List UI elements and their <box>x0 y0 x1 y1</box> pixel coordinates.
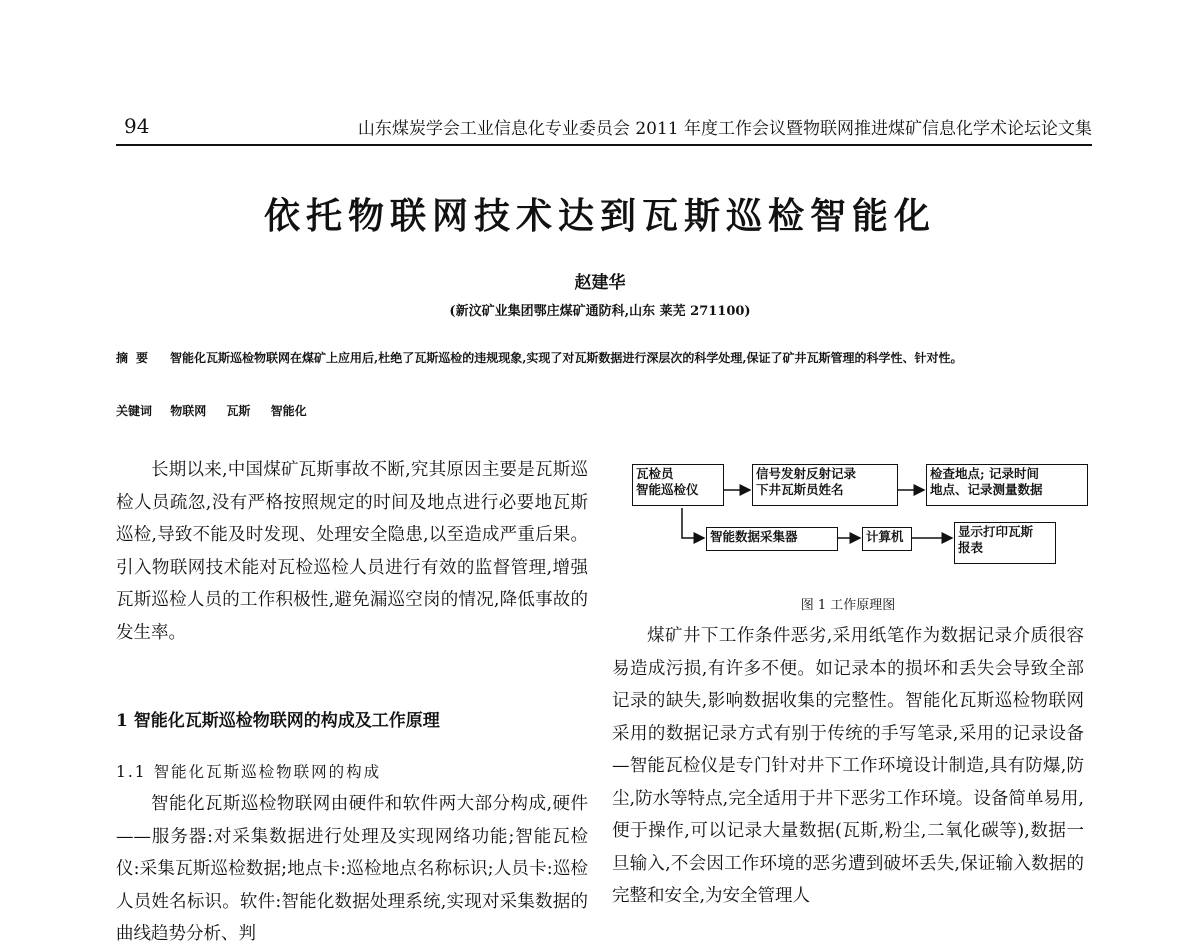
figure-caption: 图 1 工作原理图 <box>800 598 896 613</box>
box-text: 下井瓦斯员姓名 <box>756 482 844 497</box>
working-principle-diagram <box>620 452 1100 582</box>
report-box <box>954 522 1056 564</box>
box-text: 智能数据采集器 <box>710 529 798 544</box>
components-paragraph: 智能化瓦斯巡检物联网由硬件和软件两大部分构成,硬件——服务器:对采集数据进行处理及实现网络功能;智能瓦检仪:采集瓦斯巡检数据;地点卡:巡检地点名称标识;人员卡:巡检人员姓名标识。软件:智能化数据处理系统,实现对采集数据的曲线趋势分析、判 <box>116 794 588 944</box>
components-column <box>116 788 588 951</box>
inspector-box <box>632 464 724 506</box>
box-text: 地点、记录测量数据 <box>930 482 1043 497</box>
box-text: 智能巡检仪 <box>636 482 699 497</box>
box-text: 瓦检员 <box>636 466 674 481</box>
box-text: 报表 <box>958 540 984 555</box>
keywords <box>116 402 323 419</box>
right-paragraph: 煤矿井下工作条件恶劣,采用纸笔作为数据记录介质很容易造成污损,有许多不便。如记录本的损坏和丢失会导致全部记录的缺失,影响数据收集的完整性。智能化瓦斯巡检物联网采用的数据记录方式有别于传统的手写笔录,采用的记录设备—智能瓦检仪是专门针对井下工作环境设计制造,具有防爆,防尘,防水等特点,完全适用于井下恶劣工作环境。设备简单易用,便于操作,可以记录大量数据(瓦斯,粉尘,二氧化碳等),数据一旦输入,不会因工作环境的恶劣遭到破坏丢失,保证输入数据的完整和安全,为安全管理人 <box>612 626 1084 906</box>
subsection-heading: 1.1 智能化瓦斯巡检物联网的构成 <box>116 763 382 781</box>
keyword: 瓦斯 <box>226 404 251 418</box>
box-text: 检查地点; 记录时间 <box>930 466 1039 481</box>
right-column <box>612 620 1084 913</box>
box-text: 显示打印瓦斯 <box>958 524 1034 539</box>
box-text: 计算机 <box>866 529 904 544</box>
section-heading: 1 智能化瓦斯巡检物联网的构成及工作原理 <box>116 711 440 731</box>
running-title: 山东煤炭学会工业信息化专业委员会 2011 年度工作会议暨物联网推进煤矿信息化学术论坛论文集 <box>357 119 1092 139</box>
keyword: 智能化 <box>270 404 307 418</box>
abstract-label: 摘要 <box>116 351 157 365</box>
arrow <box>682 508 704 538</box>
computer-box <box>862 527 912 551</box>
author: 赵建华 <box>574 273 626 293</box>
abstract-text: 智能化瓦斯巡检物联网在煤矿上应用后,杜绝了瓦斯巡检的违规现象,实现了对瓦斯数据进行深层次的科学处理,保证了矿井瓦斯管理的科学性、针对性。 <box>170 351 963 365</box>
page-number: 94 <box>124 114 150 138</box>
header-rule <box>116 144 1092 146</box>
intro-paragraph: 长期以来,中国煤矿瓦斯事故不断,究其原因主要是瓦斯巡检人员疏忽,没有严格按照规定的时间及地点进行必要地瓦斯巡检,导致不能及时发现、处理安全隐患,以至造成严重后果。引入物联网技术能对瓦检巡检人员进行有效的监督管理,增强瓦斯巡检人员的工作积极性,避免漏巡空岗的情况,降低事故的发生率。 <box>116 460 588 643</box>
affiliation: (新汶矿业集团鄂庄煤矿通防科,山东 莱芜 271100) <box>449 304 751 319</box>
keywords-label: 关键词 <box>116 404 153 418</box>
signal-box <box>752 464 898 506</box>
box-text: 信号发射反射记录 <box>756 466 857 481</box>
collector-box <box>706 527 838 551</box>
checkpoint-box <box>926 464 1088 506</box>
intro-column <box>116 454 588 649</box>
paper-title: 依托物联网技术达到瓦斯巡检智能化 <box>263 195 936 237</box>
keyword: 物联网 <box>170 404 207 418</box>
abstract <box>116 345 1094 372</box>
